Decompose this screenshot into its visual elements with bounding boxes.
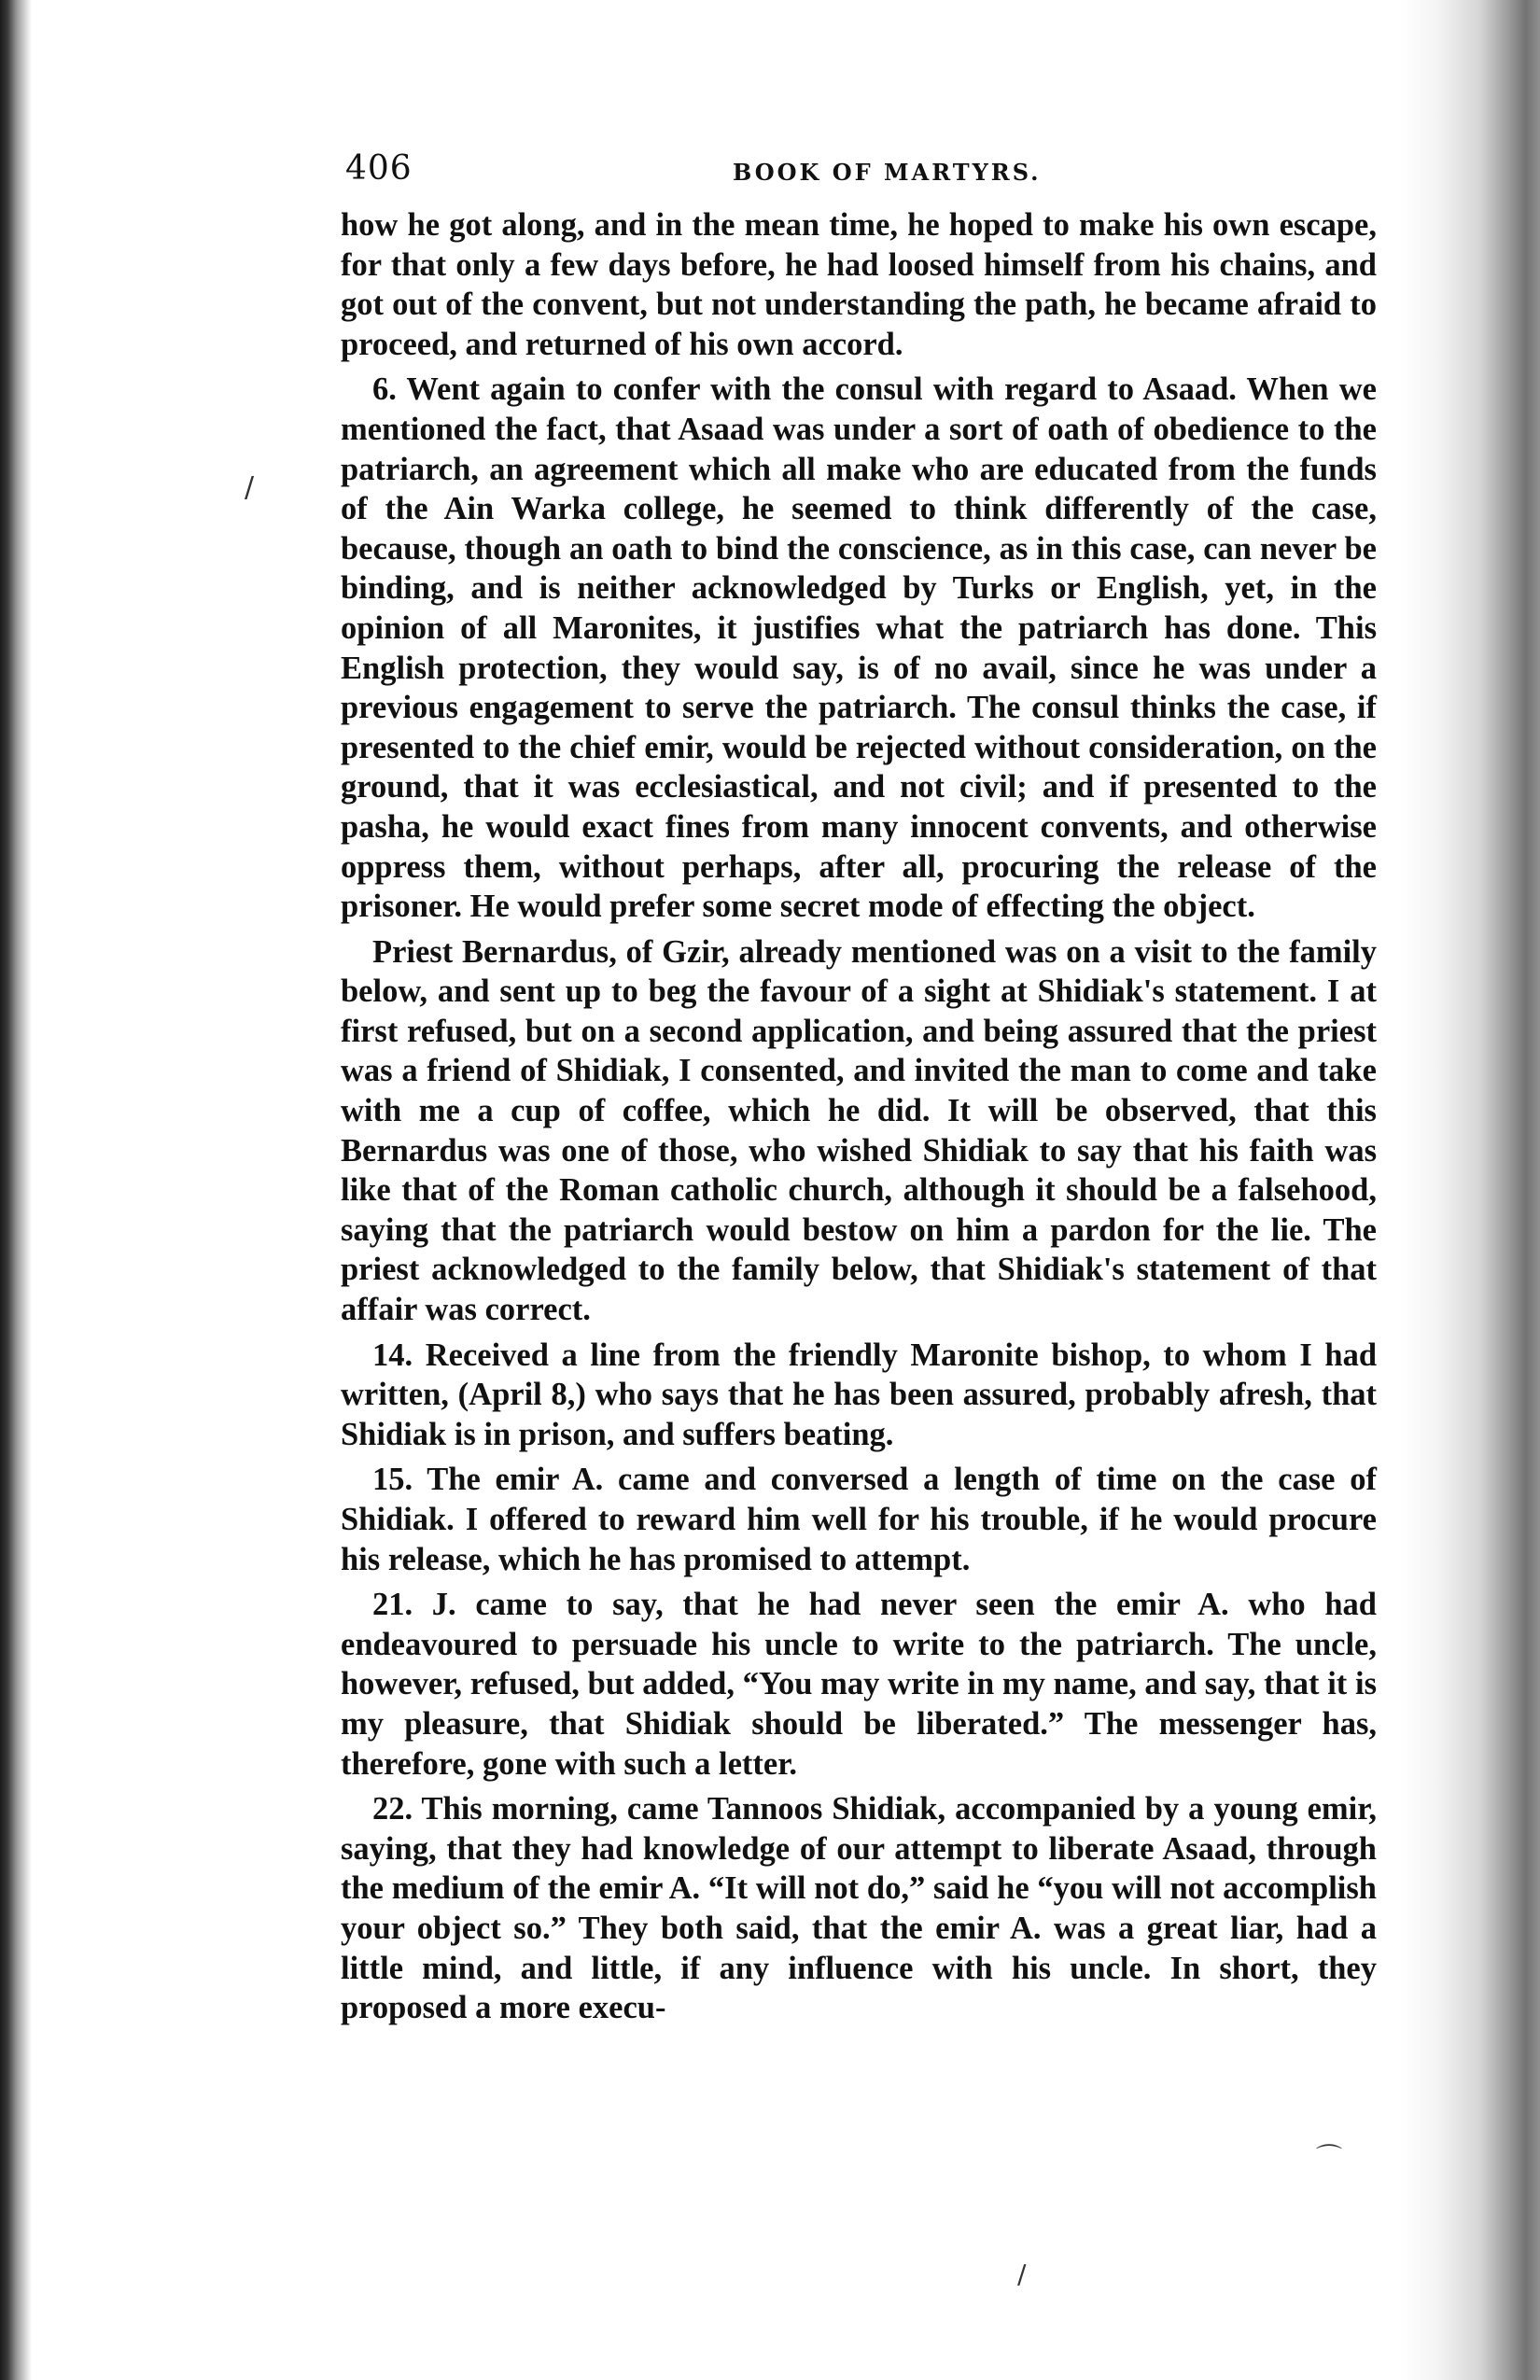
page-number: 406 — [345, 149, 413, 188]
book-page — [341, 149, 1377, 2034]
paragraph-entry-15: 15. The emir A. came and conversed a length of time on the case of Shidiak. I offered to reward him well for his trouble, if he would procure his release, which he has promised to attempt. — [341, 1462, 1377, 1577]
paragraph-priest-bernardus: Priest Bernardus, of Gzir, already mentioned was on a visit to the family below, and sent up to beg the favour of a sight at Shidiak's statement. I at first refused, but on a second application, and being assured that the priest was a friend of Shidiak, I consented, and invited the man to come and take with me a cup of coffee, which he did. It will be observed, that this Bernardus was one of those, who wished Shidiak to say that his faith was like that of the Roman catholic church, although it should be a falsehood, saying that the patriarch would bestow on him a pardon for the lie. The priest acknowledged to the family below, that Shidiak's statement of that affair was correct. — [341, 933, 1377, 1328]
paragraph-entry-6: 6. Went again to confer with the consul with regard to Asaad. When we mentioned the fact, that Asaad was under a sort of oath of obedience to the patriarch, an agreement which all make who are educated from the funds of the Ain Warka college, he seemed to think differently of the case, because, though an oath to bind the conscience, as in this case, can never be binding, and is neither acknowledged by Turks or English, yet, in the opinion of all Maronites, it justifies what the patriarch has done. This English protection, they would say, is of no avail, since he was under a previous engagement to serve the patriarch. The consul thinks the case, if presented to the chief emir, would be rejected without consideration, on the ground, that it was ecclesiastical, and not civil; and if presented to the pasha, he would exact fines from many innocent convents, and otherwise oppress them, without perhaps, after all, procuring the release of the prisoner. He would prefer some secret mode of effecting the object. — [341, 371, 1377, 925]
body-text — [341, 205, 1377, 2028]
paragraph-entry-14: 14. Received a line from the friendly Maronite bishop, to whom I had written, (April 8,) who says that he has been assured, probably afresh, that Shidiak is in prison, and suffers beating. — [341, 1337, 1377, 1452]
margin-pencil-mark: / — [1017, 2259, 1027, 2289]
paragraph-entry-21: 21. J. came to say, that he had never seen the emir A. who had endeavoured to persuade his uncle to write to the patriarch. The uncle, however, refused, but added, “You may write in my name, and say, that it is my pleasure, that Shidiak should be liberated.” The messenger has, therefore, gone with such a letter. — [341, 1587, 1377, 1782]
margin-pencil-mark: / — [245, 471, 255, 504]
paragraph-continuation: how he got along, and in the mean time, he hoped to make his own escape, for that only a few days before, he had loosed himself from his chains, and got out of the convent, but not understanding the path, he became afraid to proceed, and returned of his own accord. — [341, 207, 1377, 362]
page-header — [341, 149, 1377, 196]
page-edge-left — [0, 0, 32, 2380]
margin-pencil-mark: ⌒ — [1316, 2142, 1343, 2173]
paragraph-entry-22: 22. This morning, came Tannoos Shidiak, accompanied by a young emir, saying, that they had knowledge of our attempt to liberate Asaad, through the medium of the emir A. “It will not do,” said he “you will not accomplish your object so.” They both said, that the emir A. was a great liar, had a little mind, and little, if any influence with his uncle. In short, they proposed a more execu- — [341, 1791, 1377, 2026]
running-head: BOOK OF MARTYRS. — [733, 159, 1042, 186]
page-edge-right — [1400, 0, 1540, 2380]
